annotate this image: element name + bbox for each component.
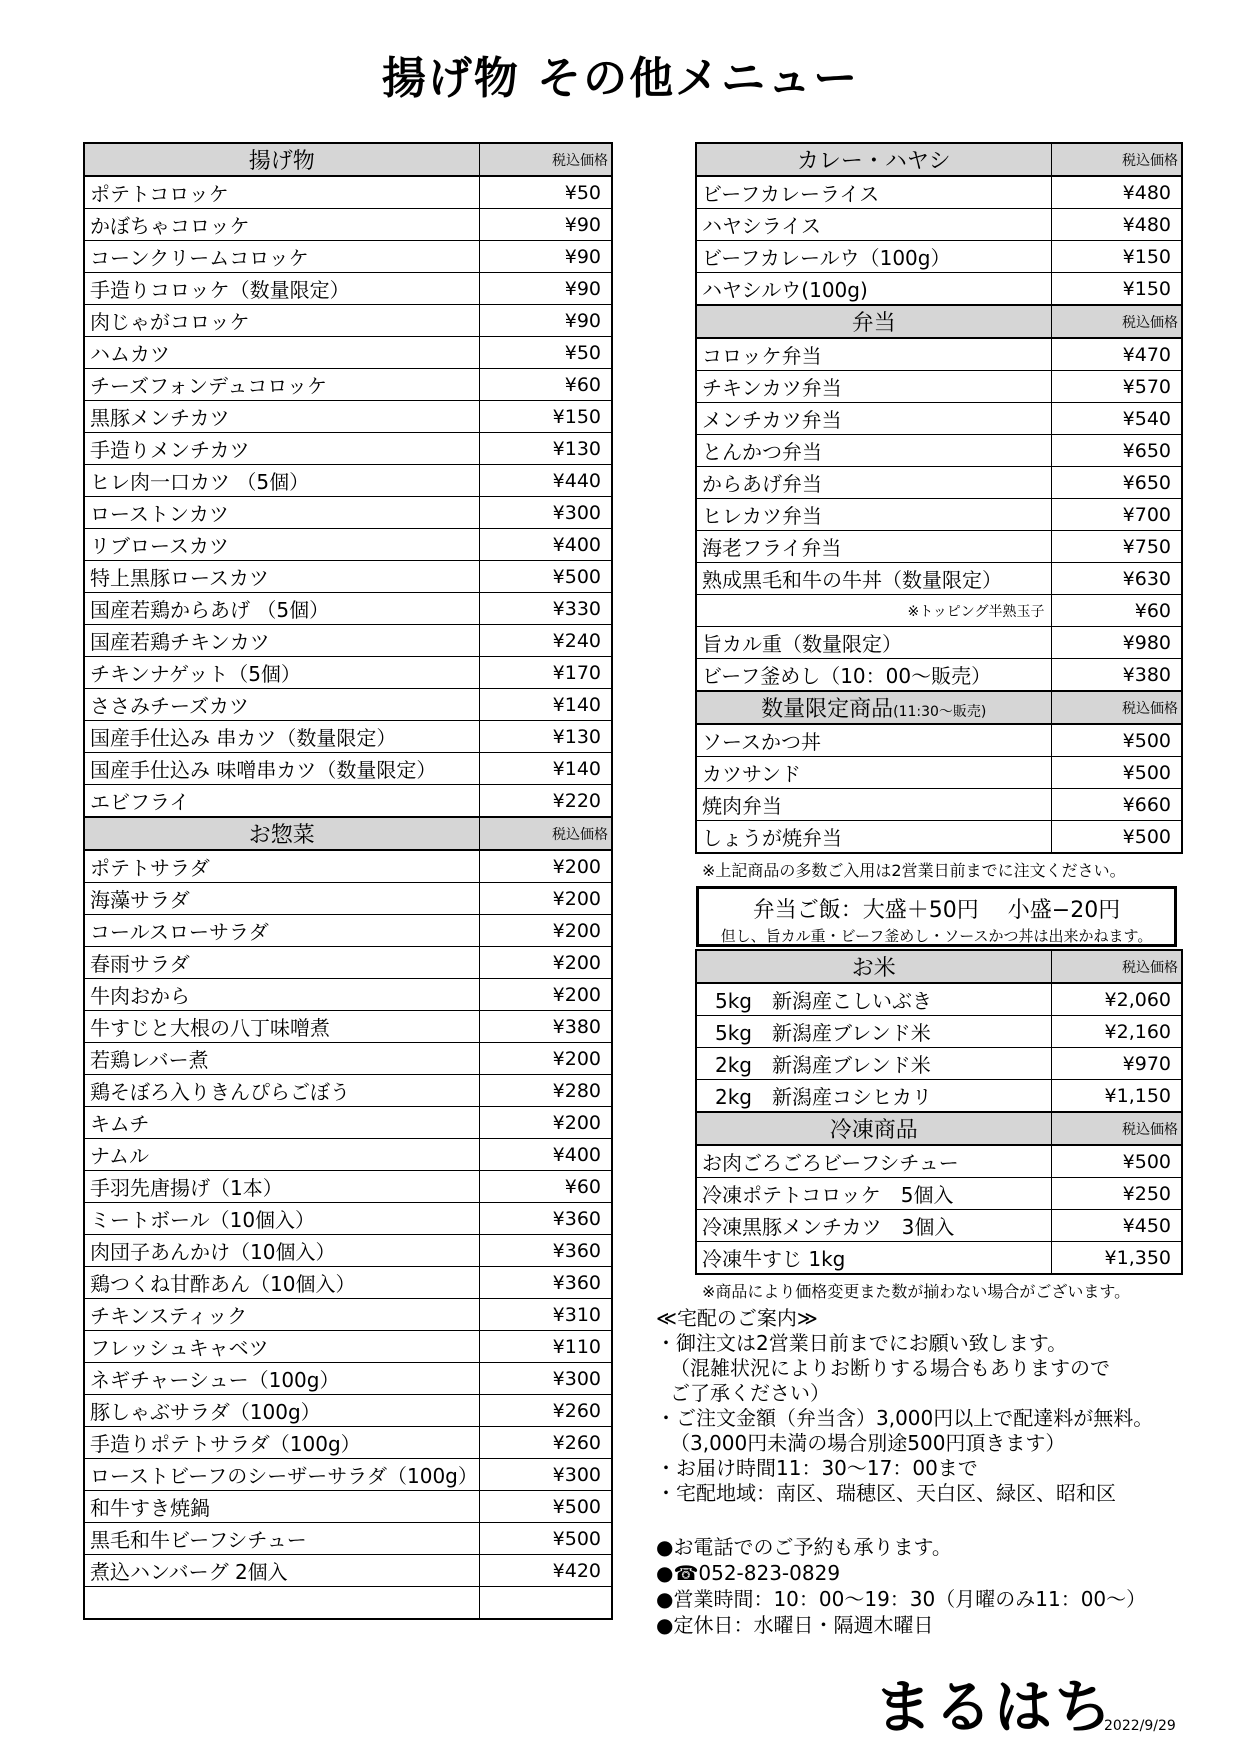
menu-item-row <box>696 821 1182 854</box>
menu-item-row <box>696 1016 1182 1048</box>
menu-item-name: ※トッピング半熟玉子 <box>696 595 1051 627</box>
menu-item-price: ¥500 <box>1051 757 1182 789</box>
menu-item-name: チキンスティック <box>84 1299 479 1331</box>
menu-item-price: ¥630 <box>1051 563 1182 595</box>
menu-item-name: 手造りポテトサラダ（100g） <box>84 1427 479 1459</box>
menu-item-row <box>696 757 1182 789</box>
menu-item-price: ¥300 <box>479 1459 612 1491</box>
menu-item-name: 手造りコロッケ（数量限定） <box>84 273 479 305</box>
menu-item-name: 海藻サラダ <box>84 883 479 915</box>
menu-item-row <box>84 465 612 497</box>
menu-item-name: しょうが焼弁当 <box>696 821 1051 854</box>
menu-item-row <box>84 1555 612 1587</box>
section-title <box>84 817 479 850</box>
menu-item-name <box>84 1587 479 1620</box>
menu-item-price: ¥130 <box>479 433 612 465</box>
section-title-text: 数量限定商品 <box>761 697 894 722</box>
menu-item-price: ¥300 <box>479 497 612 529</box>
menu-item-price: ¥130 <box>479 721 612 753</box>
menu-item-price: ¥220 <box>479 785 612 818</box>
store-info <box>656 1534 1146 1638</box>
menu-item-price: ¥300 <box>479 1363 612 1395</box>
menu-item-row <box>84 1171 612 1203</box>
section-title-text: お米 <box>851 956 896 981</box>
delivery-line: （混雑状況によりお断りする場合もありますので <box>670 1356 1110 1380</box>
menu-item-name: キムチ <box>84 1107 479 1139</box>
menu-item-price: ¥500 <box>1051 821 1182 854</box>
tax-included-label: 税込価格 <box>1051 305 1182 338</box>
delivery-info <box>656 1306 1216 1506</box>
tax-included-label: 税込価格 <box>479 817 612 850</box>
menu-item-name: 2kg 新潟産コシヒカリ <box>696 1080 1051 1113</box>
delivery-line: （3,000円未満の場合別途500円頂きます） <box>670 1431 1066 1455</box>
menu-item-row <box>696 1145 1182 1178</box>
menu-item-row <box>84 883 612 915</box>
menu-item-name: コールスローサラダ <box>84 915 479 947</box>
menu-item-row <box>84 241 612 273</box>
menu-item-row <box>84 497 612 529</box>
menu-item-row <box>696 1242 1182 1275</box>
menu-item-price: ¥440 <box>479 465 612 497</box>
menu-item-row <box>84 657 612 689</box>
menu-item-price: ¥400 <box>479 1139 612 1171</box>
menu-item-row <box>84 305 612 337</box>
menu-item-name: 国産若鶏チキンカツ <box>84 625 479 657</box>
menu-item-name: 若鶏レバー煮 <box>84 1043 479 1075</box>
menu-item-row <box>84 1587 612 1620</box>
menu-item-price: ¥500 <box>479 1491 612 1523</box>
menu-item-price: ¥360 <box>479 1267 612 1299</box>
menu-item-row <box>696 563 1182 595</box>
delivery-line: ご了承ください） <box>670 1381 830 1405</box>
menu-item-name: ローストンカツ <box>84 497 479 529</box>
menu-item-price: ¥240 <box>479 625 612 657</box>
menu-item-name: チーズフォンデュコロッケ <box>84 369 479 401</box>
menu-item-row <box>84 1459 612 1491</box>
menu-item-row <box>84 593 612 625</box>
section-title-text: お惣菜 <box>248 823 315 848</box>
menu-item-price: ¥140 <box>479 689 612 721</box>
menu-item-row <box>84 529 612 561</box>
section-header <box>84 143 612 176</box>
section-title <box>696 691 1051 724</box>
menu-item-row <box>696 338 1182 371</box>
menu-item-name: ナムル <box>84 1139 479 1171</box>
menu-item-name: 冷凍牛すじ 1kg <box>696 1242 1051 1275</box>
menu-item-price: ¥50 <box>479 176 612 209</box>
menu-item-price: ¥200 <box>479 915 612 947</box>
menu-item-price: ¥2,060 <box>1051 983 1182 1016</box>
store-info-line: ●☎052-823-0829 <box>656 1561 841 1585</box>
menu-item-row <box>696 1080 1182 1113</box>
menu-item-price: ¥140 <box>479 753 612 785</box>
menu-item-name: 和牛すき焼鍋 <box>84 1491 479 1523</box>
menu-item-name: 鶏そぼろ入りきんぴらごぼう <box>84 1075 479 1107</box>
menu-item-name: お肉ごろごろビーフシチュー <box>696 1145 1051 1178</box>
menu-item-row <box>696 371 1182 403</box>
menu-item-row <box>84 1267 612 1299</box>
menu-item-name: 黒毛和牛ビーフシチュー <box>84 1523 479 1555</box>
menu-item-name: 冷凍ポテトコロッケ 5個入 <box>696 1178 1051 1210</box>
section-title-text: 冷凍商品 <box>829 1118 918 1143</box>
menu-item-price: ¥650 <box>1051 467 1182 499</box>
tax-included-label: 税込価格 <box>479 143 612 176</box>
menu-item-name: ローストビーフのシーザーサラダ（100g） <box>84 1459 479 1491</box>
menu-item-row <box>696 273 1182 306</box>
menu-item-row <box>696 209 1182 241</box>
menu-item-price: ¥500 <box>1051 724 1182 757</box>
menu-item-name: とんかつ弁当 <box>696 435 1051 467</box>
menu-item-price: ¥660 <box>1051 789 1182 821</box>
store-logo: まるはち <box>874 1673 1115 1741</box>
rice-size-box <box>696 886 1177 947</box>
menu-item-price: ¥360 <box>479 1203 612 1235</box>
tax-included-label: 税込価格 <box>1051 1112 1182 1145</box>
menu-item-price: ¥330 <box>479 593 612 625</box>
menu-item-row <box>696 789 1182 821</box>
page-title: 揚げ物 その他メニュー <box>381 53 860 104</box>
menu-item-row <box>84 979 612 1011</box>
menu-item-price: ¥970 <box>1051 1048 1182 1080</box>
menu-item-price: ¥200 <box>479 979 612 1011</box>
delivery-line: ・ご注文金額（弁当含）3,000円以上で配達料が無料。 <box>656 1406 1154 1430</box>
tax-included-label: 税込価格 <box>1051 143 1182 176</box>
menu-item-row <box>84 1491 612 1523</box>
menu-item-price: ¥380 <box>1051 659 1182 692</box>
menu-item-price: ¥380 <box>479 1011 612 1043</box>
menu-item-name: 2kg 新潟産ブレンド米 <box>696 1048 1051 1080</box>
menu-item-price: ¥980 <box>1051 627 1182 659</box>
menu-item-name: 春雨サラダ <box>84 947 479 979</box>
menu-item-row <box>84 337 612 369</box>
store-info-line: ●営業時間：10：00～19：30（月曜のみ11：00～） <box>656 1587 1147 1611</box>
section-header <box>696 143 1182 176</box>
menu-item-name: 手羽先唐揚げ（1本） <box>84 1171 479 1203</box>
menu-item-name: リブロースカツ <box>84 529 479 561</box>
menu-item-row <box>84 947 612 979</box>
menu-item-name: ポテトサラダ <box>84 850 479 883</box>
menu-item-price: ¥480 <box>1051 209 1182 241</box>
menu-item-row <box>84 1203 612 1235</box>
menu-item-name: からあげ弁当 <box>696 467 1051 499</box>
menu-item-price: ¥420 <box>479 1555 612 1587</box>
menu-item-row <box>84 1107 612 1139</box>
delivery-line: ・御注文は2営業日前までにお願い致します。 <box>656 1331 1068 1355</box>
menu-item-row <box>696 435 1182 467</box>
menu-item-name: ビーフカレーライス <box>696 176 1051 209</box>
section-title-text: カレー・ハヤシ <box>796 149 951 174</box>
delivery-line: ・お届け時間11：30～17：00まで <box>656 1456 978 1480</box>
menu-item-name: エビフライ <box>84 785 479 818</box>
menu-item-row <box>84 1331 612 1363</box>
menu-item-name: チキンカツ弁当 <box>696 371 1051 403</box>
menu-item-name: 肉団子あんかけ（10個入） <box>84 1235 479 1267</box>
menu-item-name: 牛肉おから <box>84 979 479 1011</box>
tax-included-label: 税込価格 <box>1051 950 1182 983</box>
menu-item-price: ¥200 <box>479 947 612 979</box>
menu-item-name: 5kg 新潟産ブレンド米 <box>696 1016 1051 1048</box>
menu-item-name: カツサンド <box>696 757 1051 789</box>
menu-item-name: 豚しゃぶサラダ（100g） <box>84 1395 479 1427</box>
menu-item-name: ヒレカツ弁当 <box>696 499 1051 531</box>
section-title <box>696 143 1051 176</box>
menu-item-price <box>479 1587 612 1620</box>
section-header <box>696 950 1182 983</box>
menu-item-name: 肉じゃがコロッケ <box>84 305 479 337</box>
menu-item-name: ポテトコロッケ <box>84 176 479 209</box>
store-info-line: ●お電話でのご予約も承ります。 <box>656 1535 952 1559</box>
menu-item-name: 手造りメンチカツ <box>84 433 479 465</box>
menu-item-price: ¥50 <box>479 337 612 369</box>
menu-item-row <box>84 1299 612 1331</box>
menu-item-name: ヒレ肉一口カツ （5個） <box>84 465 479 497</box>
menu-item-name: 5kg 新潟産こしいぶき <box>696 983 1051 1016</box>
menu-item-price: ¥90 <box>479 241 612 273</box>
menu-item-row <box>696 595 1182 627</box>
menu-item-name: ハヤシライス <box>696 209 1051 241</box>
right-menu-table-bottom <box>695 949 1183 1275</box>
menu-item-row <box>84 689 612 721</box>
menu-item-price: ¥650 <box>1051 435 1182 467</box>
delivery-heading: ≪宅配のご案内≫ <box>656 1306 818 1330</box>
menu-item-price: ¥360 <box>479 1235 612 1267</box>
section-title-suffix: (11:30～販売) <box>893 704 987 720</box>
section-title <box>696 305 1051 338</box>
menu-item-row <box>84 1075 612 1107</box>
menu-item-row <box>696 499 1182 531</box>
menu-item-price: ¥570 <box>1051 371 1182 403</box>
tax-included-label: 税込価格 <box>1051 691 1182 724</box>
menu-item-row <box>84 1139 612 1171</box>
menu-item-row <box>696 659 1182 692</box>
menu-item-price: ¥200 <box>479 1043 612 1075</box>
right-menu-table <box>695 142 1183 854</box>
menu-item-row <box>84 1363 612 1395</box>
menu-item-name: ハムカツ <box>84 337 479 369</box>
menu-item-name: メンチカツ弁当 <box>696 403 1051 435</box>
menu-item-price: ¥1,350 <box>1051 1242 1182 1275</box>
section-title <box>696 950 1051 983</box>
bulk-order-note: ※上記商品の多数ご入用は2営業日前までに注文ください。 <box>702 861 1126 880</box>
menu-item-price: ¥400 <box>479 529 612 561</box>
section-title <box>696 1112 1051 1145</box>
menu-item-price: ¥1,150 <box>1051 1080 1182 1113</box>
menu-item-row <box>84 1427 612 1459</box>
menu-item-name: 鶏つくね甘酢あん（10個入） <box>84 1267 479 1299</box>
section-header <box>696 1112 1182 1145</box>
rice-size-text: 弁当ご飯：大盛＋50円 小盛−20円 <box>752 898 1121 923</box>
menu-item-row <box>84 753 612 785</box>
menu-item-price: ¥60 <box>1051 595 1182 627</box>
price-change-note: ※商品により価格変更また数が揃わない場合がございます。 <box>702 1282 1131 1301</box>
menu-item-price: ¥150 <box>1051 273 1182 306</box>
menu-item-price: ¥500 <box>1051 1145 1182 1178</box>
menu-item-name: コーンクリームコロッケ <box>84 241 479 273</box>
menu-item-row <box>696 176 1182 209</box>
menu-item-row <box>696 724 1182 757</box>
menu-item-name: 冷凍黒豚メンチカツ 3個入 <box>696 1210 1051 1242</box>
menu-item-name: ネギチャーシュー（100g） <box>84 1363 479 1395</box>
menu-item-row <box>84 433 612 465</box>
menu-item-price: ¥310 <box>479 1299 612 1331</box>
section-header <box>696 305 1182 338</box>
menu-item-name: 特上黒豚ロースカツ <box>84 561 479 593</box>
menu-item-price: ¥250 <box>1051 1178 1182 1210</box>
menu-item-name: 焼肉弁当 <box>696 789 1051 821</box>
menu-item-name: チキンナゲット（5個） <box>84 657 479 689</box>
section-title <box>84 143 479 176</box>
menu-item-price: ¥150 <box>479 401 612 433</box>
menu-item-price: ¥500 <box>479 1523 612 1555</box>
menu-item-name: コロッケ弁当 <box>696 338 1051 371</box>
menu-item-name: 国産手仕込み 串カツ（数量限定） <box>84 721 479 753</box>
menu-item-price: ¥700 <box>1051 499 1182 531</box>
rice-size-exception: 但し、旨カル重・ビーフ釜めし・ソースかつ丼は出来かねます。 <box>720 927 1153 945</box>
section-title-text: 揚げ物 <box>248 149 315 174</box>
menu-item-price: ¥110 <box>479 1331 612 1363</box>
menu-item-row <box>696 627 1182 659</box>
menu-item-name: かぼちゃコロッケ <box>84 209 479 241</box>
menu-item-name: ミートボール（10個入） <box>84 1203 479 1235</box>
menu-item-name: 黒豚メンチカツ <box>84 401 479 433</box>
section-title-text: 弁当 <box>851 311 896 336</box>
menu-item-name: ハヤシルウ(100g) <box>696 273 1051 306</box>
menu-item-row <box>696 983 1182 1016</box>
menu-item-price: ¥2,160 <box>1051 1016 1182 1048</box>
menu-item-name: ささみチーズカツ <box>84 689 479 721</box>
menu-item-name: ビーフカレールウ（100g） <box>696 241 1051 273</box>
menu-item-price: ¥480 <box>1051 176 1182 209</box>
menu-item-row <box>696 241 1182 273</box>
menu-item-row <box>84 273 612 305</box>
delivery-line: ・宅配地域：南区、瑞穂区、天白区、緑区、昭和区 <box>656 1481 1116 1505</box>
menu-item-row <box>84 176 612 209</box>
menu-item-price: ¥60 <box>479 369 612 401</box>
menu-item-row <box>84 721 612 753</box>
menu-item-price: ¥750 <box>1051 531 1182 563</box>
section-header <box>84 817 612 850</box>
menu-item-price: ¥150 <box>1051 241 1182 273</box>
menu-item-price: ¥90 <box>479 209 612 241</box>
menu-item-row <box>84 401 612 433</box>
menu-item-row <box>84 1235 612 1267</box>
menu-item-price: ¥170 <box>479 657 612 689</box>
menu-item-row <box>84 1523 612 1555</box>
menu-item-price: ¥500 <box>479 561 612 593</box>
menu-item-row <box>84 1395 612 1427</box>
menu-item-name: フレッシュキャベツ <box>84 1331 479 1363</box>
menu-item-price: ¥450 <box>1051 1210 1182 1242</box>
menu-item-name: 旨カル重（数量限定） <box>696 627 1051 659</box>
menu-item-price: ¥540 <box>1051 403 1182 435</box>
menu-item-price: ¥60 <box>479 1171 612 1203</box>
menu-item-price: ¥260 <box>479 1427 612 1459</box>
menu-item-row <box>696 1048 1182 1080</box>
menu-item-row <box>84 785 612 818</box>
menu-item-row <box>84 625 612 657</box>
menu-item-price: ¥200 <box>479 1107 612 1139</box>
menu-item-price: ¥90 <box>479 273 612 305</box>
menu-item-price: ¥200 <box>479 850 612 883</box>
menu-item-row <box>84 1043 612 1075</box>
menu-item-row <box>84 561 612 593</box>
menu-item-row <box>696 1178 1182 1210</box>
menu-item-row <box>696 531 1182 563</box>
menu-item-name: 熟成黒毛和牛の牛丼（数量限定） <box>696 563 1051 595</box>
menu-item-row <box>696 1210 1182 1242</box>
menu-item-row <box>84 369 612 401</box>
menu-item-price: ¥200 <box>479 883 612 915</box>
menu-item-row <box>84 915 612 947</box>
store-info-line: ●定休日：水曜日・隔週木曜日 <box>656 1613 934 1637</box>
menu-item-row <box>696 467 1182 499</box>
menu-item-name: 牛すじと大根の八丁味噌煮 <box>84 1011 479 1043</box>
menu-item-row <box>84 1011 612 1043</box>
menu-item-price: ¥470 <box>1051 338 1182 371</box>
section-header <box>696 691 1182 724</box>
menu-item-row <box>84 850 612 883</box>
menu-item-name: 煮込ハンバーグ 2個入 <box>84 1555 479 1587</box>
menu-item-name: 国産若鶏からあげ （5個） <box>84 593 479 625</box>
menu-item-row <box>84 209 612 241</box>
menu-item-name: 国産手仕込み 味噌串カツ（数量限定） <box>84 753 479 785</box>
menu-item-row <box>696 403 1182 435</box>
menu-item-name: ソースかつ丼 <box>696 724 1051 757</box>
menu-item-price: ¥280 <box>479 1075 612 1107</box>
menu-item-price: ¥90 <box>479 305 612 337</box>
date-label: 2022/9/29 <box>1104 1718 1176 1734</box>
menu-item-name: ビーフ釜めし（10：00～販売） <box>696 659 1051 692</box>
menu-item-price: ¥260 <box>479 1395 612 1427</box>
menu-item-name: 海老フライ弁当 <box>696 531 1051 563</box>
left-menu-table <box>83 142 613 1620</box>
